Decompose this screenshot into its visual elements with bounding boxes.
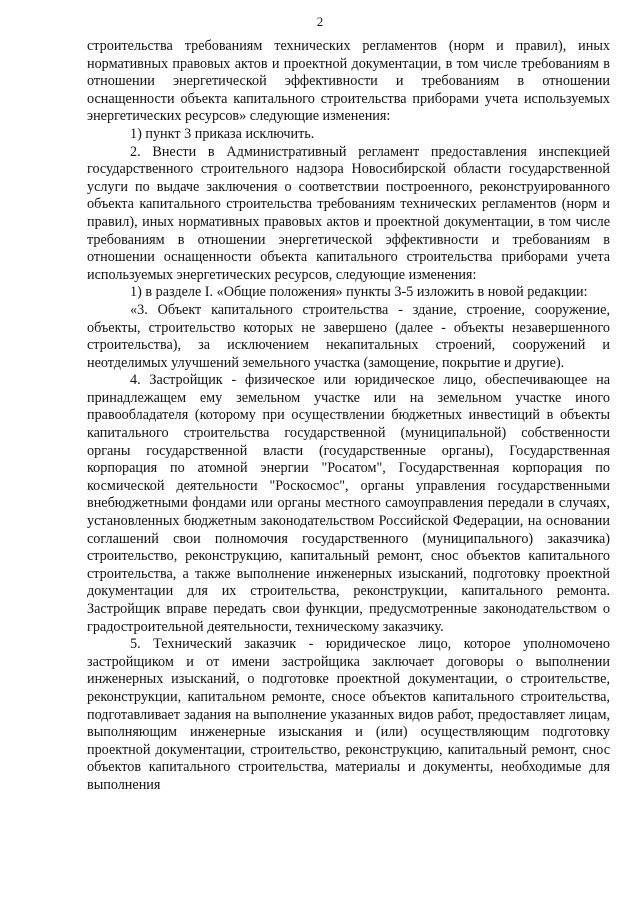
paragraph-item-1-exclude: 1) пункт 3 приказа исключить. [130,125,315,142]
paragraph-point-5-technical-customer: 5. Технический заказчик - юридическое лицо, которое уполномочено застройщиком и от имени застройщика заключает договоры о выполнении инженерных изысканий, о подготовке проектной документации, о строительстве, реконструкции, капитальном ремонте, сносе объектов капитального строительства, подготавливает задания на выполнение указанных видов работ, предоставляет лицам, выполняющим инженерные изыскания и (или) осуществляющим подготовку проектной документации, строительство, реконструкцию, капитальный ремонт, снос объектов капитального строительства, материалы и документы, необходимые для выполнения [87,636,610,793]
paragraph-point-4-developer: 4. Застройщик - физическое или юридическое лицо, обеспечивающее на принадлежащем ему земельном участке или на земельном участке иного правообладателя (которому при осуществлении бюджетных инвестиций в объекты капитального строительства государственной (муниципальной) собственности органы государственной власти (государственные органы), Государственная корпорация по атомной энергии "Росатом", Государственная корпорация по космической деятельности "Роскосмос", органы управления государственными внебюджетными фондами или органы местного самоуправления передали в случаях, установленных бюджетным законодательством Российской Федерации, на основании соглашений свои полномочия государственного (муниципального) заказчика) строительство, реконструкцию, капитальный ремонт, снос объектов капитального строительства, а также выполнение инженерных изысканий, подготовку проектной документации для их строительства, реконструкции, капитального ремонта. Застройщик вправе передать свои функции, предусмотренные законодательством о градостроительной деятельности, техническому заказчику. [87,372,610,635]
paragraph-item-2-amend-regulation: 2. Внести в Административный регламент предоставления инспекцией государственного строительного надзора Новосибирской области государственной услуги по выдаче заключения о соответствии построенного, реконструированного объекта капитального строительства требованиям технических регламентов (норм и правил), иных нормативных правовых актов и проектной документации, в том числе требованиям в отношении энергетической эффективности и требованиям в отношении оснащенности объекта капитального строительства приборами учета используемых энергетических ресурсов, следующие изменения: [87,143,610,283]
page-number: 2 [316,14,324,29]
paragraph-continuation: строительства требованиям технических регламентов (норм и правил), иных нормативных правовых актов и проектной документации, в том числе требованиям в отношении энергетической эффективности и требованиям в отношении оснащенности объекта капитального строительства приборами учета используемых энергетических ресурсов» следующие изменения: [87,38,610,125]
paragraph-point-3-object: «3. Объект капитального строительства - здание, строение, сооружение, объекты, строительство которых не завершено (далее - объекты незавершенного строительства), за исключением некапитальных строений, сооружений и неотделимых улучшений земельного участка (замощение, покрытие и другие). [87,301,610,371]
document-body [87,38,610,795]
paragraph-section-1-points: 1) в разделе I. «Общие положения» пункты 3-5 изложить в новой редакции: [130,284,588,301]
